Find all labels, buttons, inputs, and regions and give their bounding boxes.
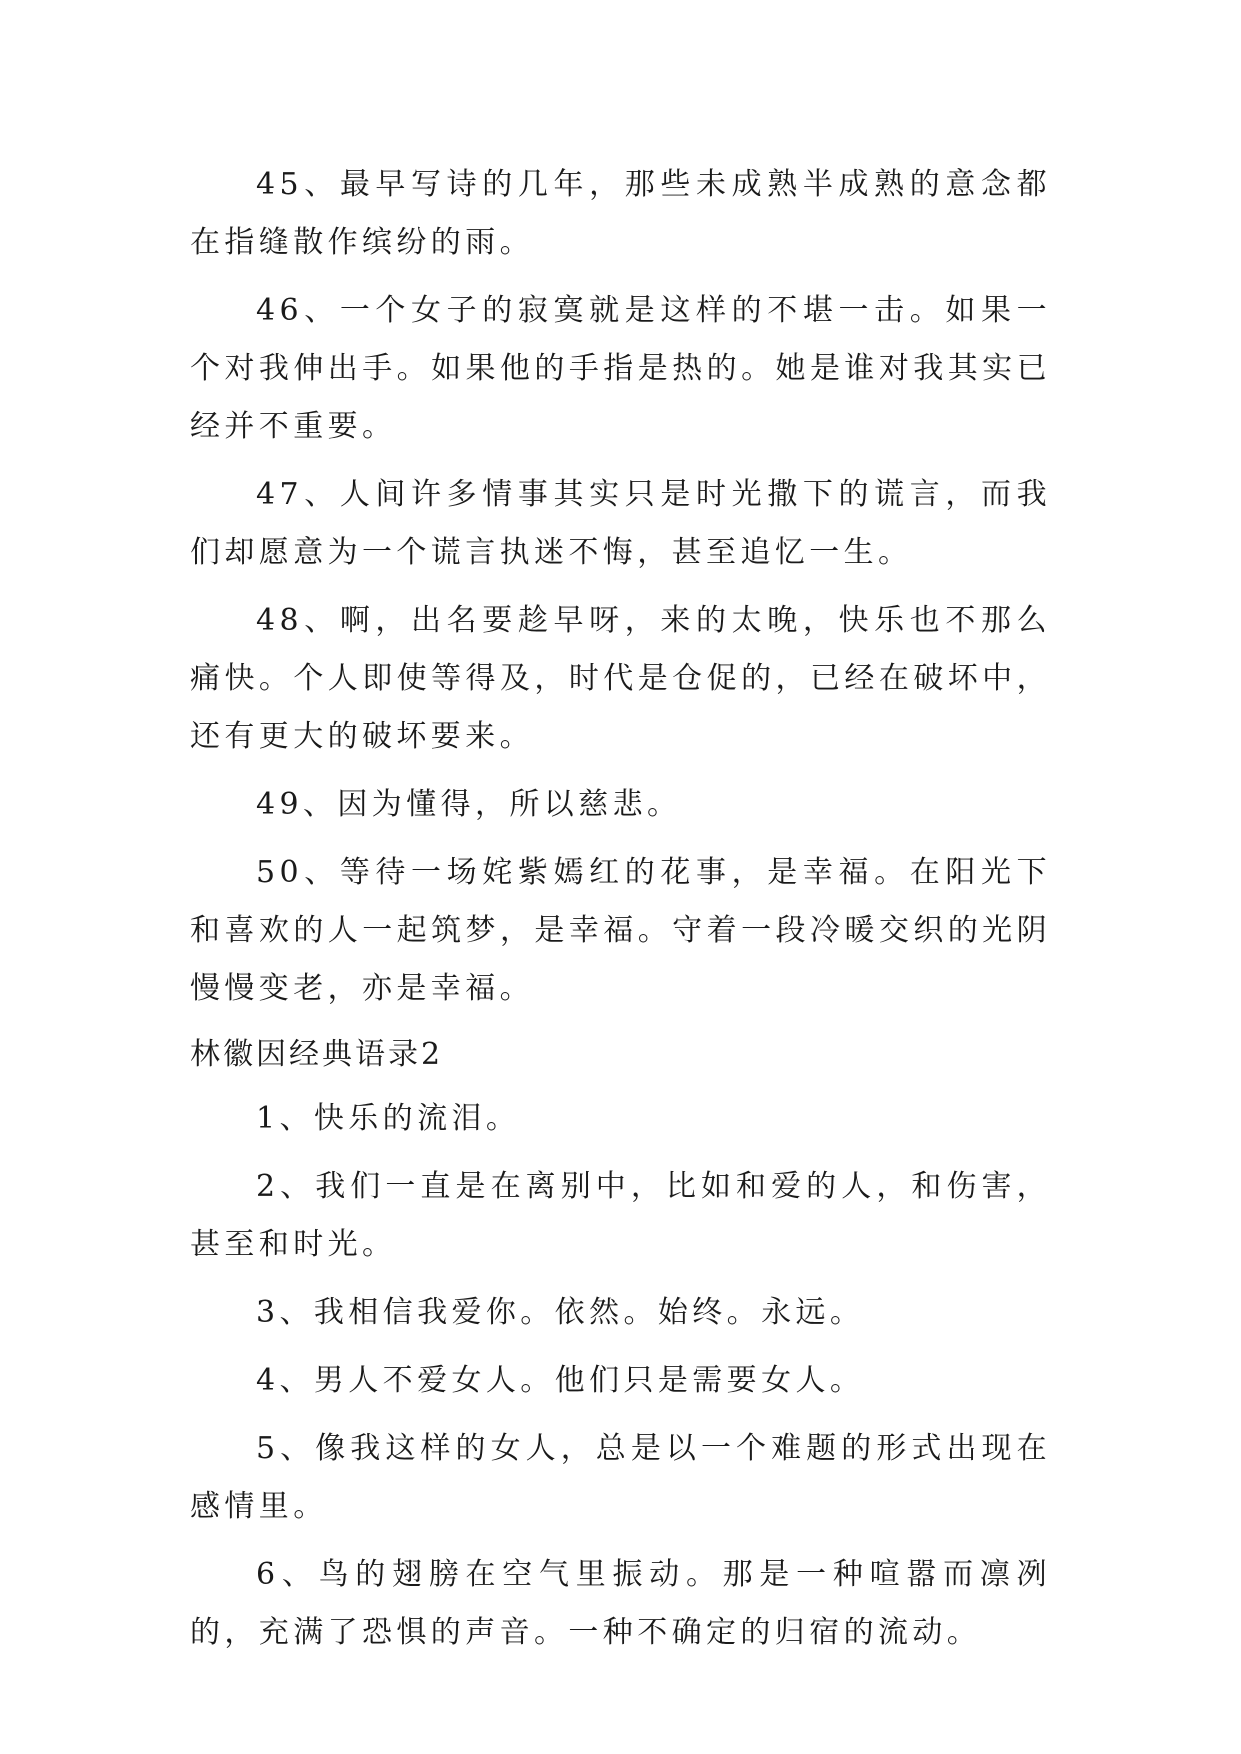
quote-6: 6、鸟的翅膀在空气里振动。那是一种喧嚣而凛冽的，充满了恐惧的声音。一种不确定的归宿的流动。: [190, 1557, 1051, 1650]
quote-47: 47、人间许多情事其实只是时光撒下的谎言，而我们却愿意为一个谎言执迷不悔，甚至追忆一生。: [190, 477, 1051, 570]
quote-4: 4、男人不爱女人。他们只是需要女人。: [256, 1363, 865, 1398]
section-heading: 林徽因经典语录2: [190, 1037, 444, 1072]
document-page: [190, 156, 1051, 1672]
quote-3: 3、我相信我爱你。依然。始终。永远。: [256, 1295, 865, 1330]
quote-50: 50、等待一场姹紫嫣红的花事，是幸福。在阳光下和喜欢的人一起筑梦，是幸福。守着一段冷暖交织的光阴慢慢变老，亦是幸福。: [190, 855, 1051, 1006]
quote-2: 2、我们一直是在离别中，比如和爱的人，和伤害，甚至和时光。: [190, 1169, 1051, 1262]
quote-46: 46、一个女子的寂寞就是这样的不堪一击。如果一个对我伸出手。如果他的手指是热的。她是谁对我其实已经并不重要。: [190, 293, 1051, 444]
quote-45: 45、最早写诗的几年，那些未成熟半成熟的意念都在指缝散作缤纷的雨。: [190, 167, 1051, 260]
quote-5: 5、像我这样的女人，总是以一个难题的形式出现在感情里。: [190, 1431, 1051, 1524]
quote-1: 1、快乐的流泪。: [256, 1101, 521, 1136]
quote-49: 49、因为懂得，所以慈悲。: [256, 787, 682, 822]
quote-48: 48、啊，出名要趁早呀，来的太晚，快乐也不那么痛快。个人即使等得及，时代是仓促的，已经在破坏中，还有更大的破坏要来。: [190, 603, 1051, 754]
